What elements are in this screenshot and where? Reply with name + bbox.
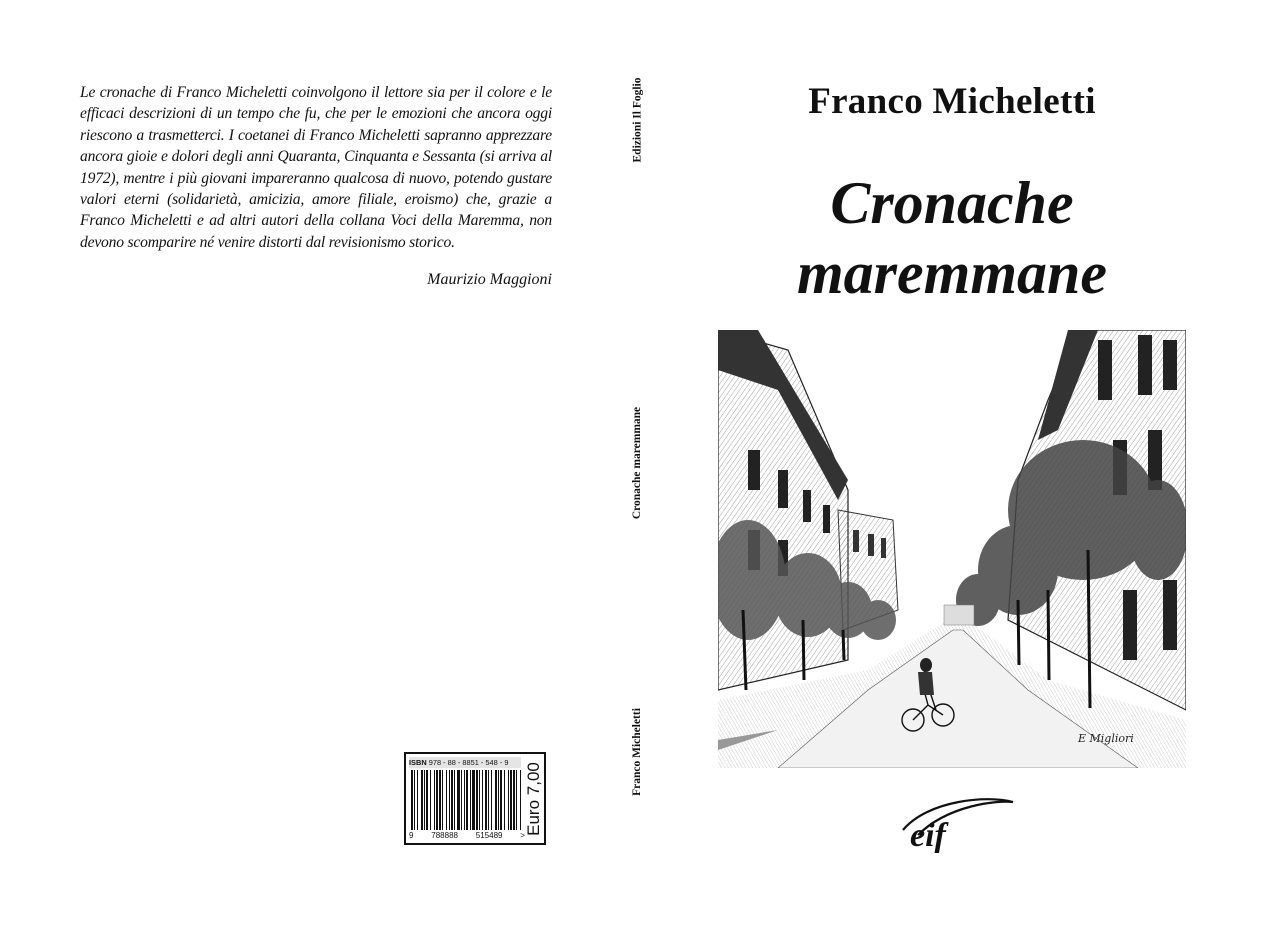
cover-illustration — [718, 330, 1186, 768]
eif-logo-text: eif — [910, 817, 946, 854]
isbn-number: 978 - 88 - 8851 - 548 - 9 — [428, 758, 509, 767]
barcode-digits — [409, 831, 525, 840]
isbn-line — [409, 757, 521, 768]
barcode-bar — [454, 770, 455, 830]
barcode-digit-first: 9 — [409, 831, 414, 840]
spine-publisher: Edizioni Il Foglio — [631, 77, 643, 163]
barcode-bar — [457, 770, 460, 830]
barcode-digit-group-1: 788888 — [431, 831, 458, 840]
barcode-bar — [491, 770, 492, 830]
cover-title-line-2: maremmane — [797, 240, 1107, 306]
barcode-bar — [421, 770, 423, 830]
barcode-bar — [495, 770, 497, 830]
barcode-bar — [508, 770, 509, 830]
barcode-bar — [451, 770, 453, 830]
barcode-bar — [446, 770, 447, 830]
barcode-bar — [426, 770, 428, 830]
illustration-signature: E Migliori — [1078, 732, 1134, 745]
cover-title — [718, 168, 1186, 308]
barcode-bar — [482, 770, 483, 830]
barcode-bar — [449, 770, 450, 830]
barcode-bar — [414, 770, 415, 830]
barcode-bar — [464, 770, 465, 830]
barcode-digit-group-2: 515489 — [475, 831, 503, 840]
barcode-bar — [500, 770, 502, 830]
barcode-bar — [442, 770, 443, 830]
barcode-bar — [513, 770, 515, 830]
barcode-bar — [434, 770, 435, 830]
spine — [623, 0, 651, 926]
barcode-bar — [436, 770, 438, 830]
publisher-logo — [888, 790, 1018, 860]
eif-logo-icon — [888, 790, 1018, 860]
barcode-bar — [470, 770, 471, 830]
barcode-bar — [476, 770, 478, 830]
barcode-bar — [472, 770, 475, 830]
barcode-bar — [488, 770, 489, 830]
price-label: Euro 7,00 — [524, 761, 543, 836]
spine-title: Cronache maremmane — [631, 406, 644, 520]
cover-title-line-1: Cronache — [830, 170, 1074, 236]
barcode-bar — [411, 770, 413, 830]
back-cover-blurb: Le cronache di Franco Micheletti coinvolgono il lettore sia per il colore e le efficaci descrizioni di un tempo che fu, che per le emozioni che ancora oggi riescono a trasmetterci. I coetanei di Franco Micheletti sapranno apprezzare ancora gioie e dolori degli anni Quaranta, Cinquanta e Sessanta (si arriva al 1972), mentre i più giovani impareranno qualcosa di nuovo, potendo gustare valori eterni (solidarietà, amicizia, amore filiale, eroismo) che, grazie a Franco Micheletti e ad altri autori della collana Voci della Maremma, non devono scomparire né venire distorti dal revisionismo storico. — [80, 84, 552, 251]
barcode-bars — [411, 770, 523, 830]
isbn-barcode — [404, 752, 546, 845]
cover-author: Franco Micheletti — [808, 81, 1096, 122]
barcode-bar — [479, 770, 480, 830]
barcode-bar — [466, 770, 468, 830]
barcode-bar — [439, 770, 441, 830]
barcode-bar — [430, 770, 431, 830]
barcode-bar — [516, 770, 517, 830]
street-scene-drawing — [718, 330, 1186, 768]
barcode-bar — [510, 770, 512, 830]
barcode-bar — [417, 770, 418, 830]
barcode-bar — [504, 770, 505, 830]
isbn-label: ISBN — [409, 758, 427, 767]
barcode-bar — [461, 770, 462, 830]
barcode-bar — [485, 770, 487, 830]
barcode-bar — [498, 770, 499, 830]
barcode-digit-end: > — [520, 831, 525, 840]
blurb-author: Maurizio Maggioni — [427, 271, 552, 288]
spine-author: Franco Micheletti — [630, 708, 643, 796]
price-box — [520, 754, 548, 843]
barcode-bar — [424, 770, 425, 830]
